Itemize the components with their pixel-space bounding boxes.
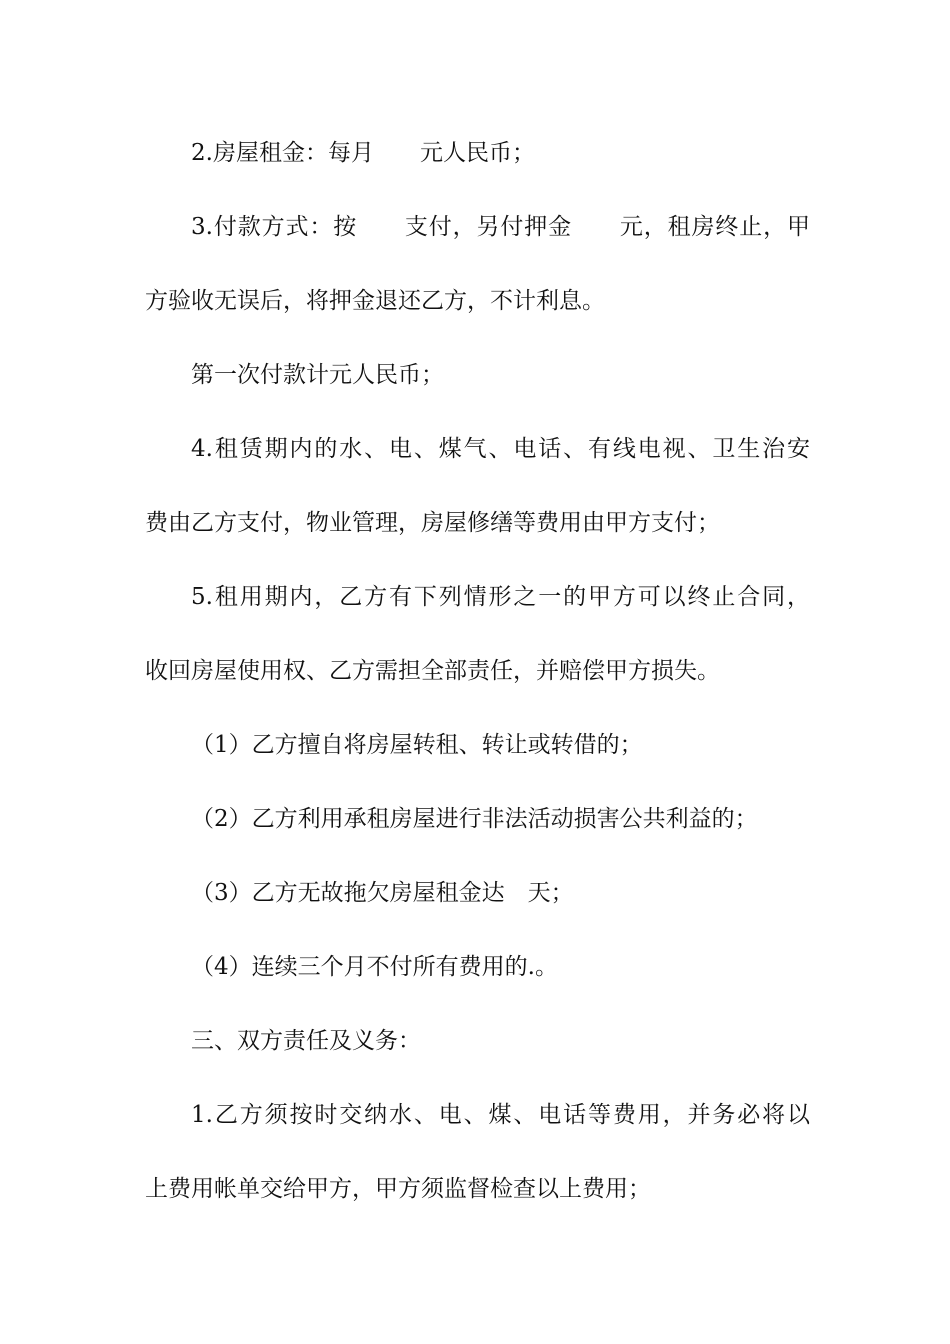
list-item-unpaid-fees: （4）连续三个月不付所有费用的.。: [191, 954, 558, 980]
paragraph-fee-payment-line2: 上费用帐单交给甲方，甲方须监督检查以上费用；: [145, 1176, 651, 1202]
paragraph-rent: 2.房屋租金：每月 元人民币；: [191, 140, 535, 166]
paragraph-payment-method-line1: 3.付款方式：按 支付，另付押金 元，租房终止，甲: [191, 214, 810, 240]
paragraph-termination-line2: 收回房屋使用权、乙方需担全部责任，并赔偿甲方损失。: [145, 658, 720, 684]
section-heading-responsibilities: 三、双方责任及义务：: [191, 1028, 421, 1054]
paragraph-utilities-line2: 费由乙方支付，物业管理，房屋修缮等费用由甲方支付；: [145, 510, 720, 536]
paragraph-termination-line1: 5.租用期内，乙方有下列情形之一的甲方可以终止合同，: [191, 584, 810, 610]
paragraph-payment-method-line2: 方验收无误后，将押金退还乙方，不计利息。: [145, 288, 605, 314]
list-item-illegal-activity: （2）乙方利用承租房屋进行非法活动损害公共利益的；: [191, 806, 758, 832]
paragraph-first-payment: 第一次付款计元人民币；: [191, 362, 444, 388]
paragraph-utilities-line1: 4.租赁期内的水、电、煤气、电话、有线电视、卫生治安: [191, 436, 810, 462]
list-item-sublet: （1）乙方擅自将房屋转租、转让或转借的；: [191, 732, 643, 758]
list-item-rent-arrears: （3）乙方无故拖欠房屋租金达 天；: [191, 880, 574, 906]
paragraph-fee-payment-line1: 1.乙方须按时交纳水、电、煤、电话等费用，并务必将以: [191, 1102, 810, 1128]
